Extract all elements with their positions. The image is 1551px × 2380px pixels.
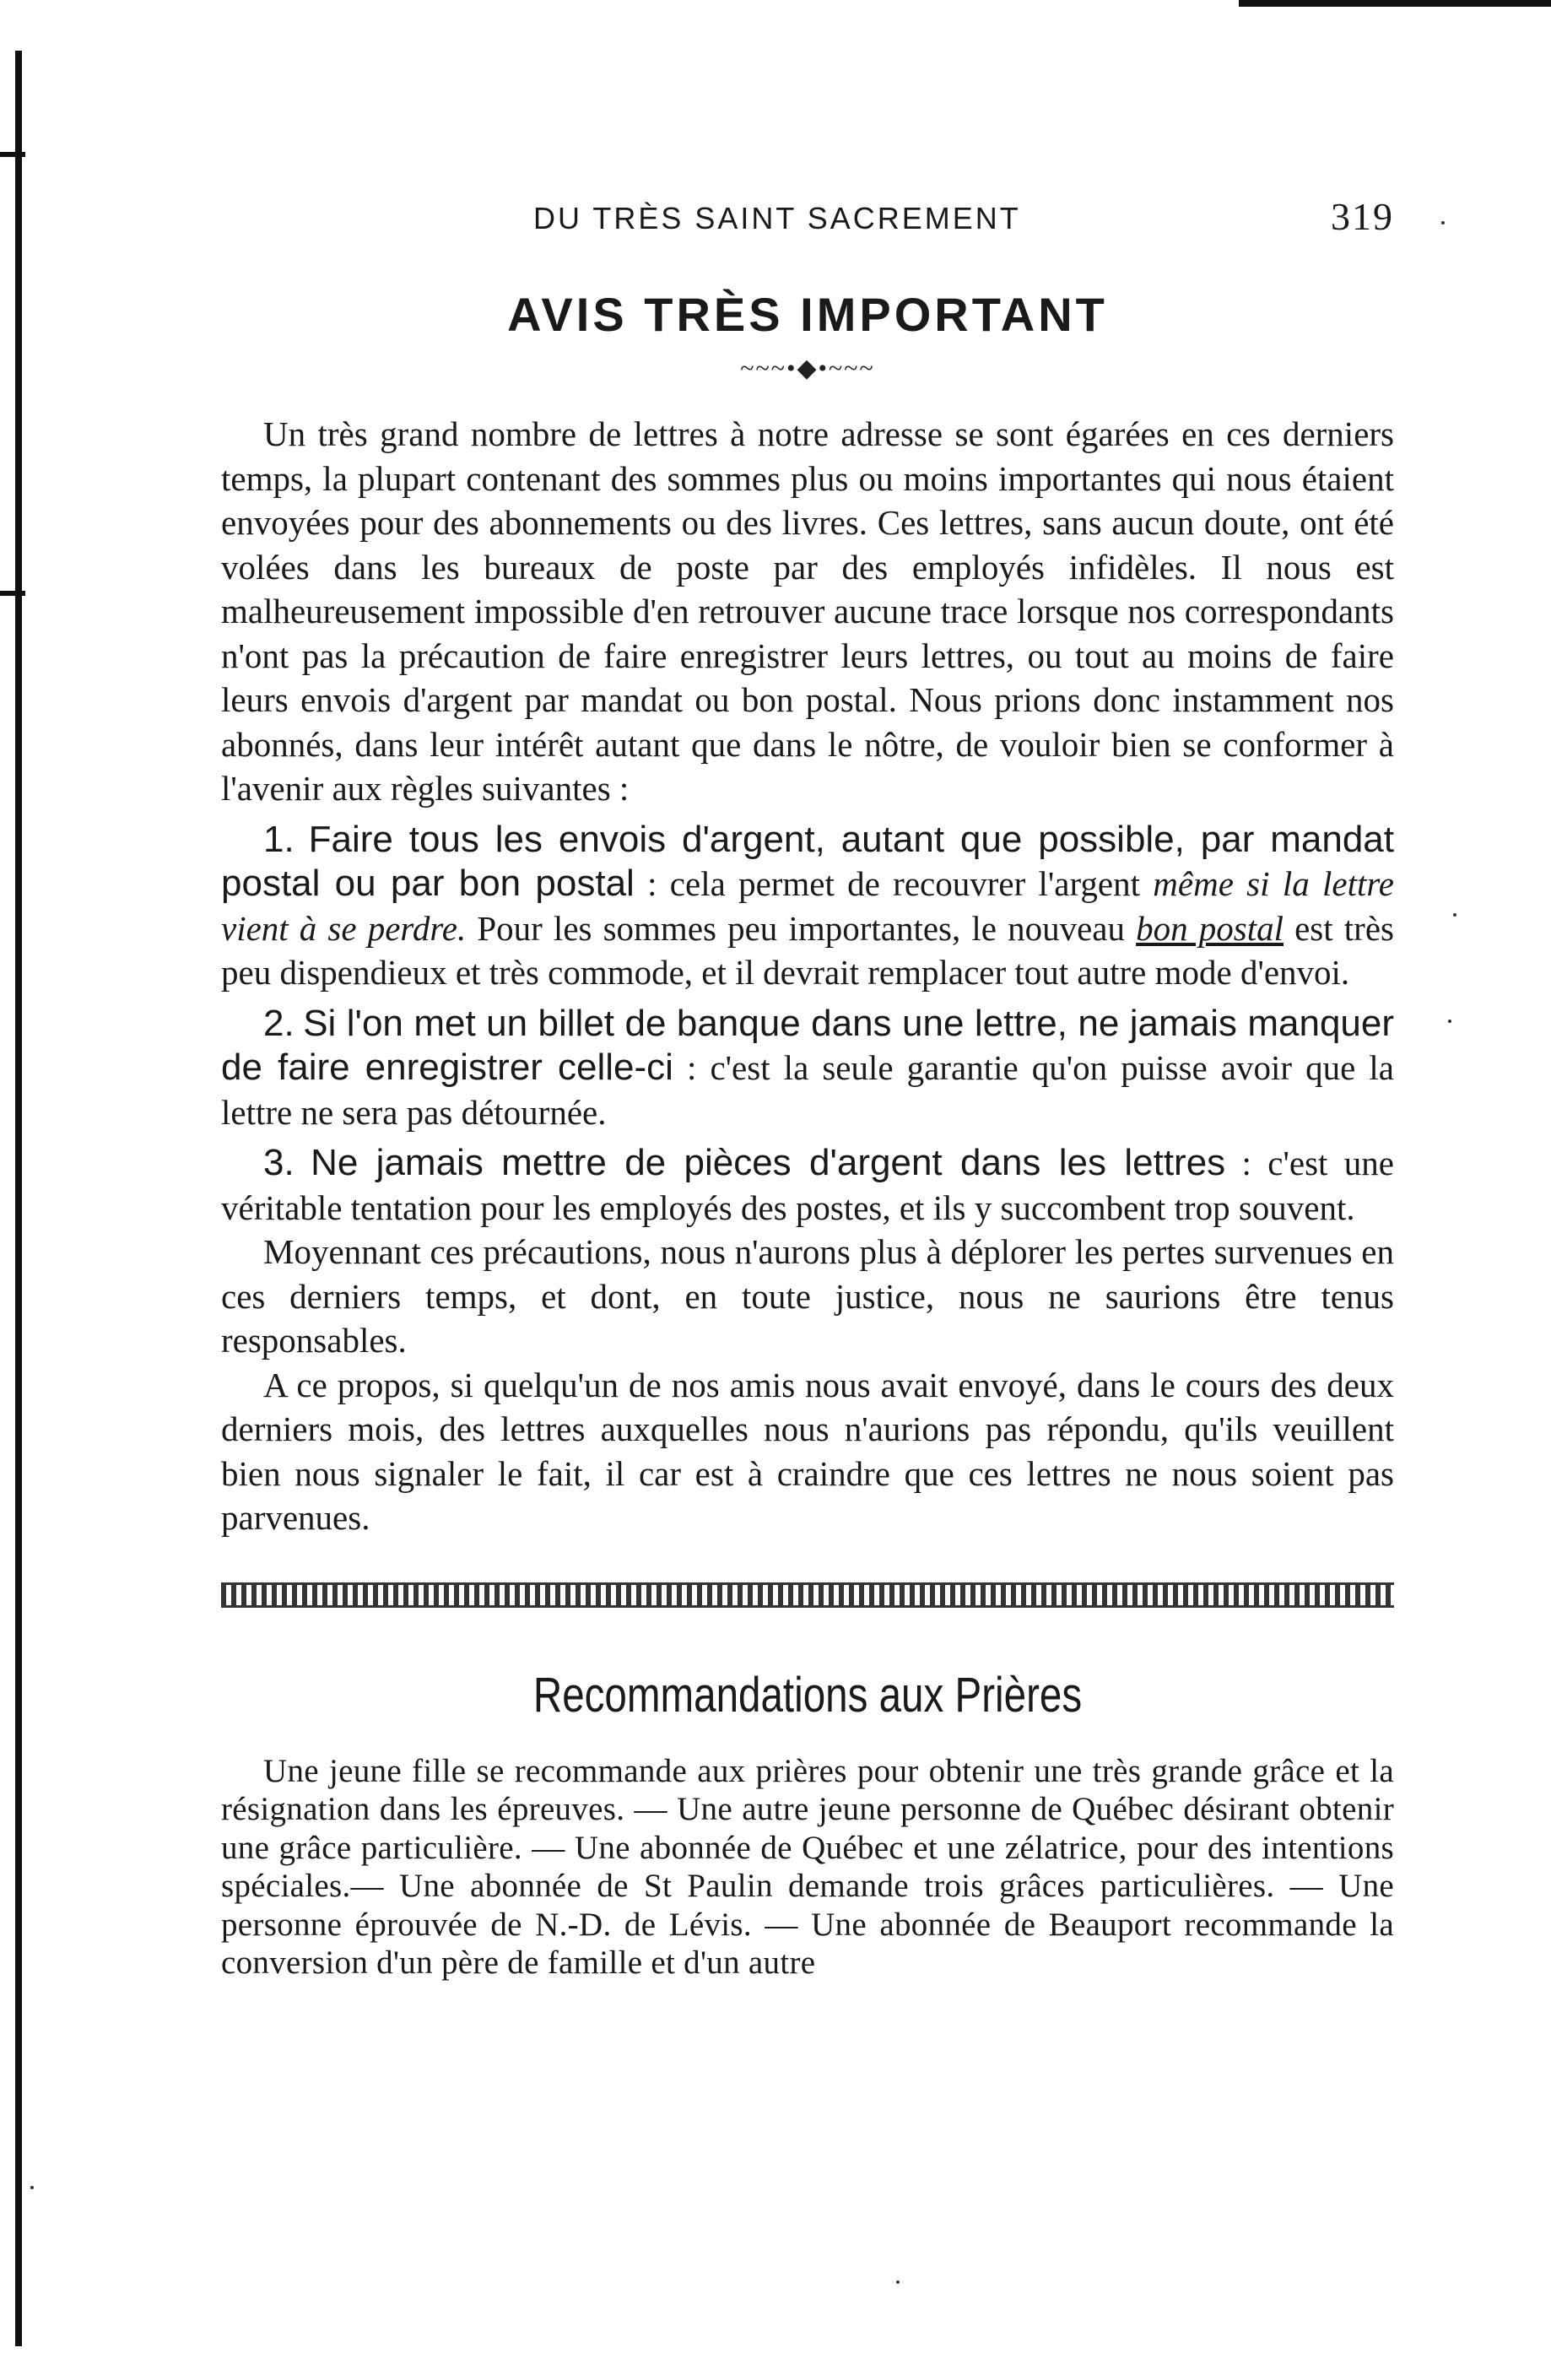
- scan-speck: [30, 2186, 34, 2189]
- scan-speck: [1453, 913, 1456, 917]
- notice-closing-1: Moyennant ces précautions, nous n'aurons plus à déplorer les pertes survenues en ces derniers temps, et dont, en toute justice, nous ne saurions être tenus responsables.: [221, 1232, 1394, 1360]
- page-number: 319: [1331, 195, 1394, 238]
- section-title: Recommandations aux Prières: [532, 1667, 1083, 1723]
- rule-underlined-text: bon postal: [1136, 908, 1283, 948]
- scan-mark: [0, 591, 25, 596]
- rule-italic-text: même si la lettre vient à se perdre.: [221, 864, 1394, 948]
- rule-number: 2.: [263, 1002, 295, 1044]
- rule-heading: Ne jamais mettre de pièces d'argent dans les lettres: [311, 1142, 1226, 1183]
- recommendations-text: Une jeune fille se recommande aux prières pour obtenir une très grande grâce et la résignation dans les épreuves. — Une autre jeune personne de Québec désirant obtenir une grâce particulière. — Une abonnée de Québec et une zélatrice, pour des intentions spéciales.— Une abonnée de St Paulin demande trois grâces particulières. — Une personne éprouvée de N.-D. de Lévis. — Une abonnée de Beauport recommande la conversion d'un père de famille et d'un autre: [221, 1752, 1394, 1981]
- rule-text: Pour les sommes peu importantes, le nouveau: [466, 908, 1137, 948]
- book-page: [221, 194, 1394, 1982]
- page-header: [221, 194, 1394, 253]
- rule-text: : cela permet de recouvrer l'argent: [634, 864, 1154, 903]
- scan-binding-edge: [15, 51, 22, 2346]
- scan-top-edge: [1239, 0, 1551, 7]
- rule-2: [221, 1002, 1394, 1135]
- rule-heading: Si l'on met un billet de banque dans une lettre, ne jamais manquer de faire enregistrer celle-ci: [221, 1002, 1395, 1088]
- rule-text: : c'est la seule garantie qu'on puisse avoir que la lettre ne sera pas détournée.: [221, 1048, 1394, 1132]
- rule-heading: Faire tous les envois d'argent, autant que possible, par mandat postal ou par bon postal: [221, 818, 1394, 904]
- scan-speck: [1441, 221, 1445, 224]
- rule-text: est très peu dispendieux et très commode, et il devrait remplacer tout autre mode d'envoi.: [221, 908, 1394, 992]
- notice-title: AVIS TRÈS IMPORTANT: [507, 288, 1108, 341]
- scan-mark: [0, 152, 25, 157]
- title-ornament: ~~~•◆•~~~: [740, 354, 875, 382]
- rule-3: [221, 1141, 1394, 1230]
- scan-speck: [1448, 1020, 1451, 1023]
- notice-closing-2: A ce propos, si quelqu'un de nos amis nous avait envoyé, dans le cours des deux derniers mois, des lettres auxquelles nous n'aurions pas répondu, qu'ils veuillent bien nous signaler le fait, il car est à craindre que ces lettres ne nous soient pas parvenues.: [221, 1365, 1394, 1537]
- scan-speck: [896, 2280, 900, 2284]
- running-title: DU TRÈS SAINT SACREMENT: [533, 201, 1021, 235]
- rule-number: 3.: [263, 1142, 295, 1183]
- ornamental-divider: [221, 1582, 1394, 1608]
- rule-text: : c'est une véritable tentation pour les employés des postes, et ils y succombent trop souvent.: [221, 1144, 1395, 1227]
- rule-1: [221, 818, 1394, 995]
- rule-number: 1.: [263, 818, 295, 860]
- notice-intro: Un très grand nombre de lettres à notre adresse se sont égarées en ces derniers temps, la plupart contenant des sommes plus ou moins importantes qui nous étaient envoyées pour des abonnements ou des livres. Ces lettres, sans aucun doute, ont été volées dans les bureaux de poste par des employés infidèles. Il nous est malheureusement impossible d'en retrouver aucune trace lorsque nos correspondants n'ont pas la précaution de faire enregistrer leurs lettres, ou tout au moins de faire leurs envois d'argent par mandat ou bon postal. Nous prions donc instamment nos abonnés, dans leur intérêt autant que dans le nôtre, de vouloir bien se conformer à l'avenir aux règles suivantes :: [221, 414, 1394, 808]
